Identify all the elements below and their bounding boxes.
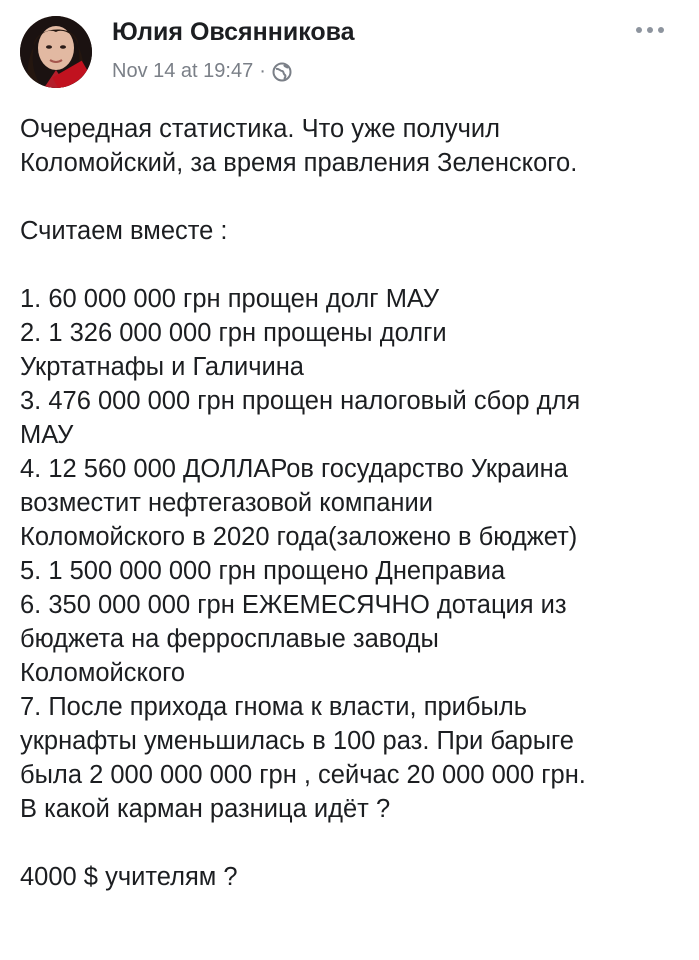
- post-text: [20, 112, 690, 894]
- avatar-photo-icon: [20, 16, 92, 88]
- more-options-icon[interactable]: [630, 18, 670, 42]
- list-item-continuation: Коломойского: [20, 659, 186, 687]
- blank-line: [20, 826, 690, 860]
- post-line: 4000 $ учителям ?: [20, 863, 238, 891]
- list-item: 3. 476 000 000 грн прощен налоговый сбор для: [20, 387, 581, 415]
- post-timestamp[interactable]: Nov 14 at 19:47: [112, 60, 254, 82]
- post-line: Коломойский, за время правления Зеленского.: [20, 149, 578, 177]
- list-item: 2. 1 326 000 000 грн прощены долги: [20, 319, 447, 347]
- globe-icon[interactable]: [272, 62, 292, 82]
- list-item-continuation: В какой карман разница идёт ?: [20, 795, 391, 823]
- post-meta: [112, 60, 292, 83]
- list-item: 7. После прихода гнома к власти, прибыль: [20, 693, 528, 721]
- list-item: 6. 350 000 000 грн ЕЖЕМЕСЯЧНО дотация из: [20, 591, 567, 619]
- list-item-continuation: МАУ: [20, 421, 74, 449]
- post-header: [20, 16, 680, 96]
- blank-line: [20, 180, 690, 214]
- list-item-continuation: возместит нефтегазовой компании: [20, 489, 433, 517]
- list-item: 4. 12 560 000 ДОЛЛАРов государство Украина: [20, 455, 568, 483]
- list-item-continuation: была 2 000 000 000 грн , сейчас 20 000 000 грн.: [20, 761, 586, 789]
- list-item: 5. 1 500 000 000 грн прощено Днеправиа: [20, 557, 506, 585]
- author-name[interactable]: Юлия Овсянникова: [112, 18, 355, 46]
- author-avatar[interactable]: [20, 16, 92, 88]
- post-line: Очередная статистика. Что уже получил: [20, 115, 501, 143]
- list-item-continuation: укрнафты уменьшилась в 100 раз. При барыге: [20, 727, 574, 755]
- list-item: 1. 60 000 000 грн прощен долг МАУ: [20, 285, 440, 313]
- blank-line: [20, 248, 690, 282]
- list-item-continuation: Укртатнафы и Галичина: [20, 353, 304, 381]
- meta-separator: ·: [259, 60, 266, 82]
- list-item-continuation: бюджета на ферросплавые заводы: [20, 625, 439, 653]
- list-item-continuation: Коломойского в 2020 года(заложено в бюджет): [20, 523, 578, 551]
- post-line: Считаем вместе :: [20, 217, 228, 245]
